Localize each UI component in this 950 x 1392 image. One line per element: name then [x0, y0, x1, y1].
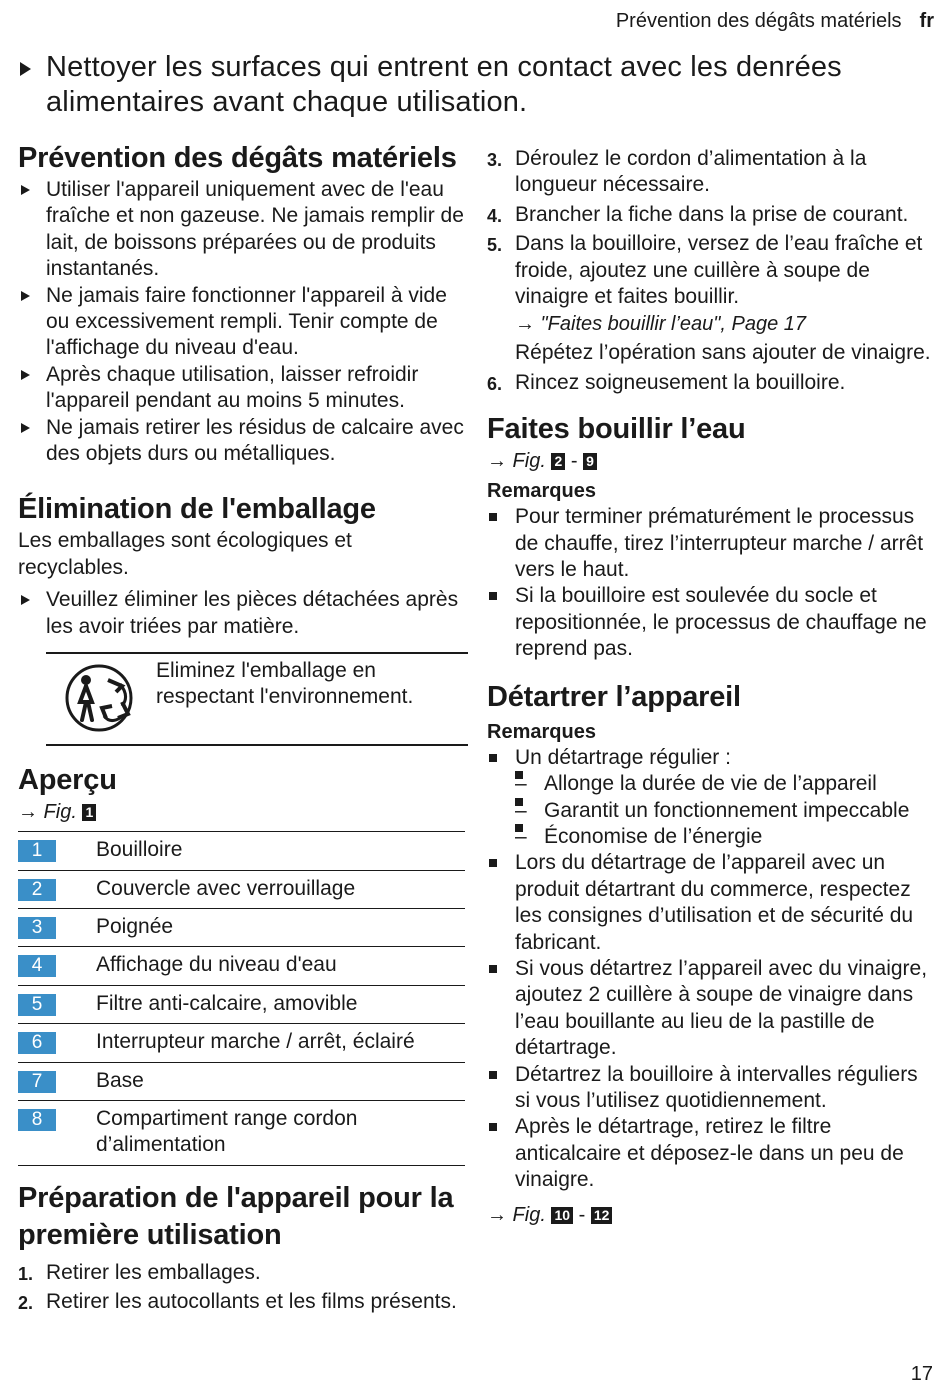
part-number-badge: 8	[18, 1109, 56, 1131]
list-item: Si vous détartrez l’appareil avec du vinaigre, ajoutez 2 cuillère à soupe de vinaigre dans l’eau bouillante au lieu de la pastille de détartrage.	[487, 956, 937, 1062]
intro-instruction	[20, 50, 935, 120]
table-row	[18, 1062, 465, 1100]
part-label: Filtre anti-calcaire, amovible	[96, 985, 465, 1023]
descale-remarks	[487, 745, 937, 1194]
step-number: 1.	[18, 1263, 34, 1284]
step-text: Rincez soigneusement la bouilloire.	[515, 370, 846, 394]
list-item: Après chaque utilisation, laisser refroidir l'appareil pendant au moins 5 minutes.	[18, 362, 468, 415]
header-language: fr	[919, 10, 934, 32]
recycling-logo-icon	[46, 658, 156, 734]
list-item	[487, 231, 937, 367]
list-item: Lors du détartrage de l’appareil avec un produit détartrant du commerce, respectez les consignes d’utilisation et de sécurité du fabricant.	[487, 850, 937, 956]
descale-benefits	[515, 771, 937, 850]
parts-table	[18, 831, 465, 1166]
list-item	[487, 146, 937, 199]
list-item: Après le détartrage, retirez le filtre anticalcaire et déposez-le dans un peu de vinaigre.	[487, 1114, 937, 1193]
table-row	[18, 947, 465, 985]
part-label: Base	[96, 1062, 465, 1100]
part-label: Interrupteur marche / arrêt, éclairé	[96, 1024, 465, 1062]
elimination-title: Élimination de l'emballage	[18, 493, 376, 526]
part-number-badge: 3	[18, 917, 56, 939]
boil-remarks	[487, 504, 937, 662]
list-item: Utiliser l'appareil uniquement avec de l'eau fraîche et non gazeuse. Ne jamais remplir de lait, de boissons préparées ou de produits instantanés.	[18, 177, 468, 283]
table-row	[18, 908, 465, 946]
triangle-bullet-icon	[20, 62, 31, 76]
list-item	[487, 745, 937, 851]
list-item: Détartrez la bouilloire à intervalles réguliers si vous l’utilisez quotidiennement.	[487, 1062, 937, 1115]
table-row	[18, 832, 465, 870]
descale-title: Détartrer l’appareil	[487, 680, 741, 713]
part-label: Poignée	[96, 908, 465, 946]
remarks-heading: Remarques	[487, 480, 596, 503]
part-number-badge: 5	[18, 994, 56, 1016]
step-number: 5.	[487, 235, 503, 256]
step-text: Dans la bouilloire, versez de l’eau fraîche et froide, ajoutez une cuillère à soupe de vinaigre et faites bouillir.	[515, 232, 923, 309]
fig-number-badge: 12	[591, 1207, 613, 1224]
fig-prefix: → Fig.	[18, 801, 77, 824]
figure-reference	[487, 448, 937, 474]
step-text: Déroulez le cordon d’alimentation à la longueur nécessaire.	[515, 147, 867, 197]
left-column	[18, 140, 468, 1319]
apercu-title: Aperçu	[18, 764, 117, 797]
fig-separator: -	[578, 1203, 586, 1226]
list-item: Veuillez éliminer les pièces détachées après les avoir triées par matière.	[18, 587, 468, 640]
fig-separator: -	[570, 450, 578, 473]
recycling-note	[46, 652, 468, 746]
page-number: 17	[910, 1363, 933, 1385]
page-cross-reference: → "Faites bouillir l’eau", Page 17	[515, 313, 807, 336]
part-number-badge: 1	[18, 840, 56, 862]
prevention-list	[18, 177, 468, 467]
preparation-steps	[18, 1260, 468, 1316]
part-label: Affichage du niveau d'eau	[96, 947, 465, 985]
list-item: Si la bouilloire est soulevée du socle et repositionnée, le processus de chauffage ne reprend pas.	[487, 583, 937, 662]
step-number: 4.	[487, 205, 503, 226]
list-item: – Garantit un fonctionnement impeccable	[515, 798, 937, 824]
list-item	[18, 1289, 468, 1315]
step-text: Retirer les autocollants et les films présents.	[46, 1290, 457, 1314]
intro-text: Nettoyer les surfaces qui entrent en contact avec les denrées alimentaires avant chaque utilisation.	[46, 51, 842, 118]
part-label: Couvercle avec verrouillage	[96, 870, 465, 908]
part-number-badge: 6	[18, 1032, 56, 1054]
part-label: Bouilloire	[96, 832, 465, 870]
part-number-badge: 7	[18, 1071, 56, 1093]
list-item: – Allonge la durée de vie de l’appareil	[515, 771, 937, 797]
fig-prefix: → Fig.	[487, 1203, 546, 1226]
list-item	[487, 202, 937, 228]
fig-number-badge: 1	[82, 804, 96, 821]
list-item: Ne jamais faire fonctionner l'appareil à vide ou excessivement rempli. Tenir compte de l'affichage du niveau d'eau.	[18, 283, 468, 362]
table-row	[18, 1024, 465, 1062]
step-number: 6.	[487, 373, 503, 394]
elimination-text: Les emballages sont écologiques et recyclables.	[18, 529, 352, 579]
step-text: Brancher la fiche dans la prise de courant.	[515, 202, 909, 226]
fig-number-badge: 2	[551, 453, 565, 470]
preparation-title: Préparation de l'appareil pour la première utilisation	[18, 1181, 454, 1251]
list-item: Pour terminer prématurément le processus de chauffe, tirez l’interrupteur marche / arrêt vers le haut.	[487, 504, 937, 583]
list-item	[487, 370, 937, 396]
prevention-title: Prévention des dégâts matériels	[18, 142, 457, 174]
running-header	[616, 10, 934, 33]
part-number-badge: 2	[18, 879, 56, 901]
part-label: Compartiment range cordon d’alimentation	[96, 1100, 465, 1165]
fig-prefix: → Fig.	[487, 450, 546, 473]
list-item: – Économise de l’énergie	[515, 824, 937, 850]
list-item: Ne jamais retirer les résidus de calcaire avec des objets durs ou métalliques.	[18, 415, 468, 468]
list-item	[18, 1260, 468, 1286]
figure-reference	[18, 799, 468, 825]
step-text: Retirer les emballages.	[46, 1260, 261, 1284]
remarks-heading: Remarques	[487, 720, 596, 743]
table-row	[18, 870, 465, 908]
step-number: 2.	[18, 1293, 34, 1314]
table-row	[18, 985, 465, 1023]
recycling-note-text: Eliminez l'emballage en respectant l'environnement.	[156, 659, 414, 709]
remark-text: Un détartrage régulier :	[515, 745, 731, 769]
preparation-steps-continued	[487, 146, 937, 396]
table-row	[18, 1100, 465, 1165]
step-note: Répétez l’opération sans ajouter de vinaigre.	[515, 341, 931, 365]
right-column	[487, 146, 937, 1228]
step-number: 3.	[487, 150, 503, 170]
fig-number-badge: 10	[551, 1207, 573, 1224]
header-section-title: Prévention des dégâts matériels	[615, 10, 902, 32]
part-number-badge: 4	[18, 955, 56, 977]
fig-number-badge: 9	[583, 453, 597, 470]
boil-title: Faites bouillir l’eau	[487, 413, 746, 446]
figure-reference	[487, 1202, 937, 1228]
elimination-list	[18, 587, 468, 640]
